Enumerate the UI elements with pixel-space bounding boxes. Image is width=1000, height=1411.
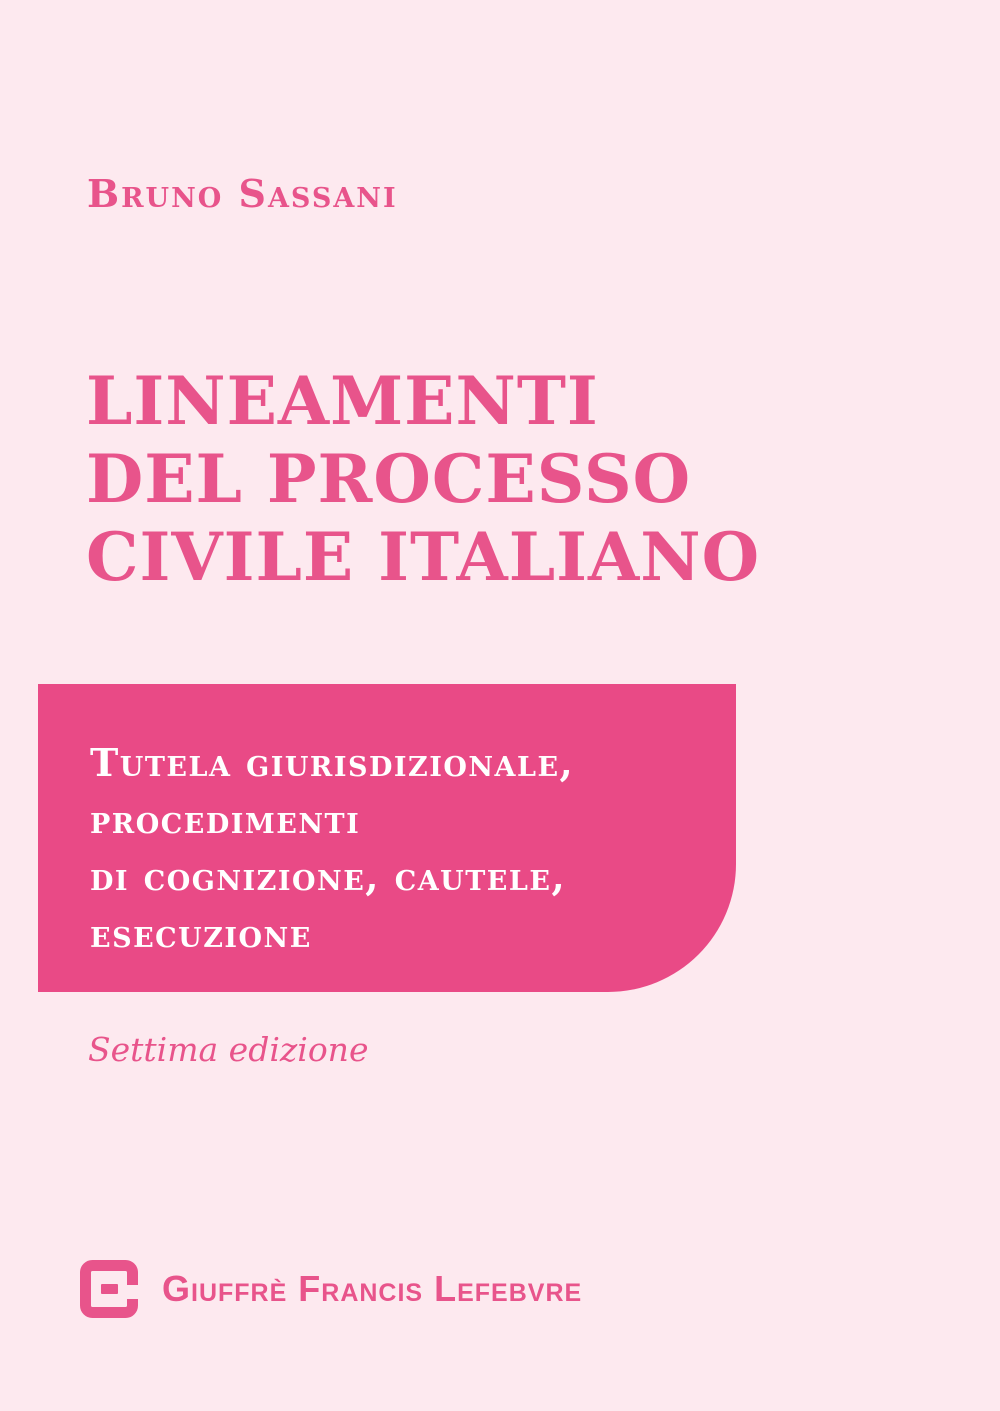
author-name: Bruno Sassani: [87, 171, 398, 216]
subtitle-line-1: Tutela giurisdizionale,: [90, 740, 575, 785]
subtitle-line-4: esecuzione: [90, 911, 312, 956]
edition-label: Settima edizione: [88, 1030, 369, 1069]
book-title-line-1: LINEAMENTI: [86, 362, 599, 440]
subtitle-line-3: di cognizione, cautele,: [90, 854, 567, 899]
subtitle-line-2: procedimenti: [90, 797, 361, 842]
subtitle-box: [38, 684, 736, 992]
giuffre-square-g-icon: [80, 1260, 138, 1318]
publisher-logo: [80, 1260, 582, 1318]
book-title: [86, 362, 760, 596]
book-title-line-2: DEL PROCESSO: [86, 440, 692, 518]
publisher-name: Giuffrè Francis Lefebvre: [162, 1268, 583, 1309]
book-title-line-3: CIVILE ITALIANO: [86, 518, 761, 596]
